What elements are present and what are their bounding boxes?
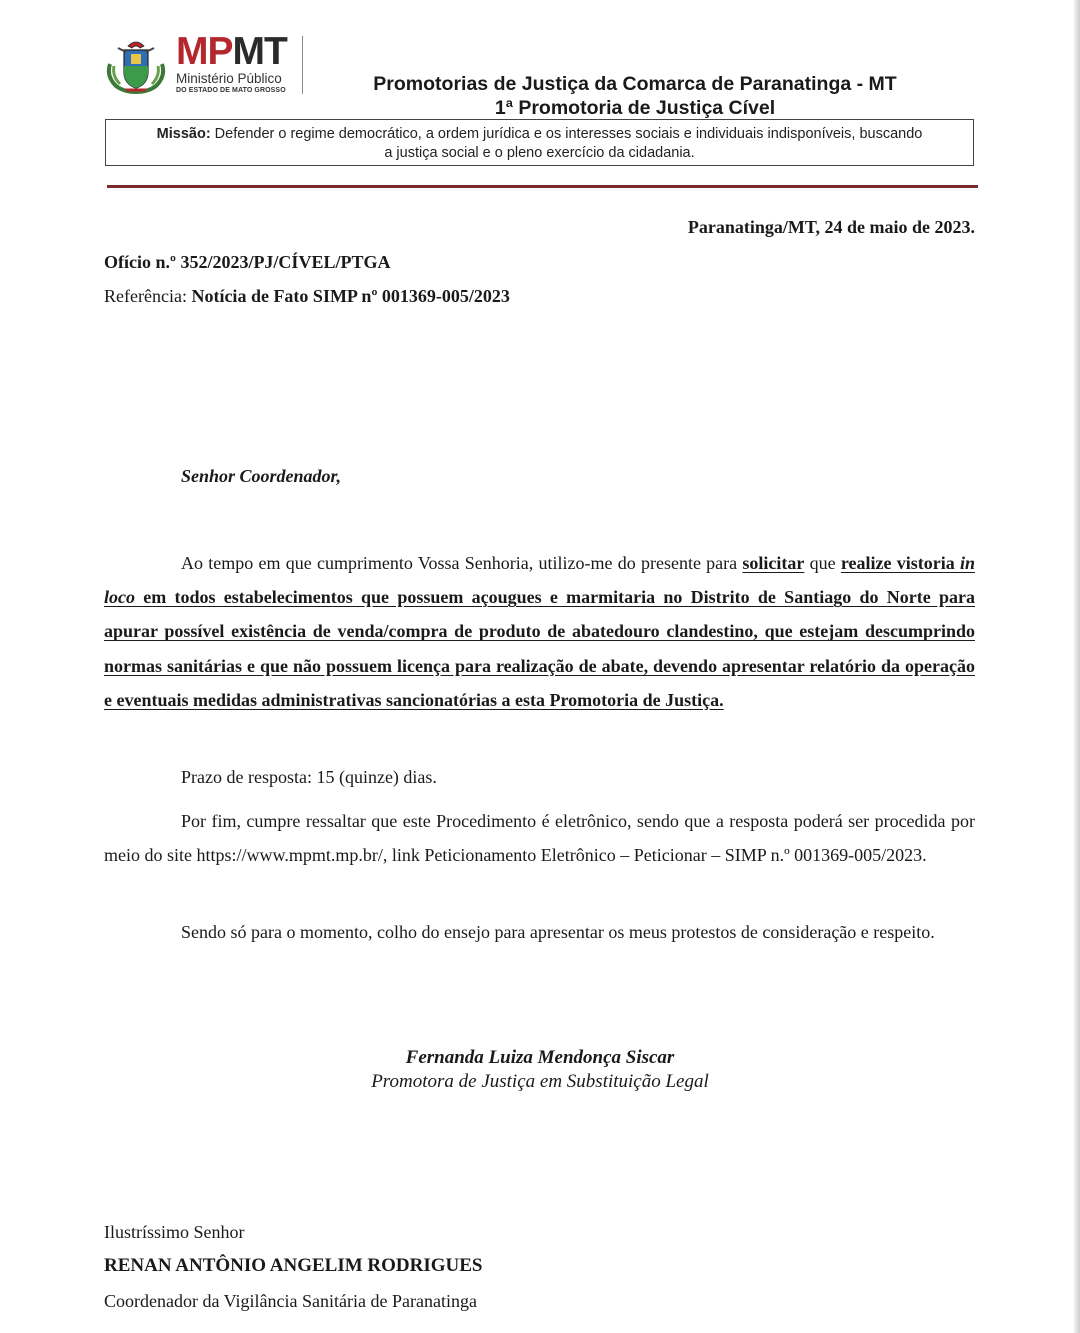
page-edge-shadow [1074, 0, 1080, 1333]
paragraph-deadline: Prazo de resposta: 15 (quinze) dias. [181, 767, 437, 787]
org-line-1: Promotorias de Justiça da Comarca de Paranatinga - MT [373, 73, 897, 95]
mission-line-2: a justiça social e o pleno exercício da cidadania. [384, 145, 695, 161]
signatory-name: Fernanda Luiza Mendonça Siscar [405, 1047, 675, 1068]
brand-state: DO ESTADO DE MATO GROSSO [176, 87, 286, 94]
coat-of-arms-icon [104, 36, 168, 96]
brand-mt: MT [232, 30, 287, 73]
salutation: Senhor Coordenador, [181, 466, 342, 486]
p1-que: que [804, 553, 841, 573]
organization-heading [320, 72, 950, 120]
signatory-role: Promotora de Justiça em Substituição Legal [371, 1071, 709, 1092]
letter-date: Paranatinga/MT, 24 de maio de 2023. [687, 217, 975, 237]
addressee-name: RENAN ANTÔNIO ANGELIM RODRIGUES [104, 1255, 483, 1276]
mission-label: Missão: [156, 126, 211, 142]
reference [104, 279, 510, 313]
reference-value: Notícia de Fato SIMP nº 001369-005/2023 [191, 286, 510, 306]
p1-intro: Ao tempo em que cumprimento Vossa Senhoria, utilizo-me do presente para [181, 553, 743, 573]
header-rule [107, 185, 978, 188]
p1-request-body: em todos estabelecimentos que possuem açougues e marmitaria no Distrito de Santiago do Norte para apurar possível existência de venda/compra de produto de abatedouro clandestino, que estejam descumprindo normas sanitárias e que não possuem licença para realização de abate, devendo apresentar relatório da operação e eventuais medidas administrativas sancionatórias a esta Promotoria de Justiça. [104, 587, 975, 710]
mpmt-logo [104, 32, 304, 96]
brand-name [176, 32, 287, 72]
addressee-salutation: Ilustríssimo Senhor [104, 1222, 245, 1242]
brand-subtitle: Ministério Público [176, 71, 282, 86]
mission-box [105, 119, 974, 166]
mission-line-1 [110, 125, 969, 144]
p1-request-start: realize vistoria [840, 553, 960, 573]
paragraph-request [104, 546, 975, 717]
addressee-role: Coordenador da Vigilância Sanitária de Paranatinga [104, 1291, 477, 1311]
p1-solicitar: solicitar [742, 553, 805, 573]
brand-block [176, 32, 287, 96]
reference-label: Referência: [104, 286, 192, 306]
paragraph-closing: Sendo só para o momento, colho do ensejo para apresentar os meus protestos de consideração e respeito. [181, 922, 935, 942]
oficio-number: Ofício n.º 352/2023/PJ/CÍVEL/PTGA [104, 252, 391, 272]
p1-in-loco: in loco [104, 553, 976, 608]
paragraph-electronic: Por fim, cumpre ressaltar que este Procedimento é eletrônico, sendo que a resposta poderá ser procedida por meio do site https://www.mpmt.mp.br/, link Peticionamento Eletrônico – Peticionar – SIMP n.º 001369-005/2023. [104, 811, 975, 866]
org-line-2: 1ª Promotoria de Justiça Cível [494, 97, 776, 119]
mission-text-1: Defender o regime democrático, a ordem jurídica e os interesses sociais e individuais indisponíveis, buscando [210, 126, 923, 142]
brand-mp: MP [176, 30, 233, 73]
logo-divider [302, 36, 303, 94]
